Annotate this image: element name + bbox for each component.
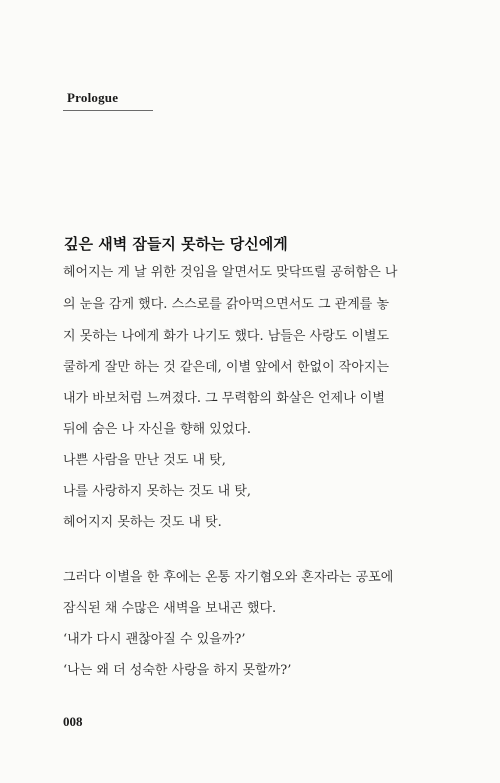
body-line: 뒤에 숨은 나 자신을 향해 있었다. (63, 422, 252, 437)
section-label: Prologue (67, 90, 119, 105)
body-line: 잠식된 채 수많은 새벽을 보내곤 했다. (63, 601, 277, 616)
body-line: 나쁜 사람을 만난 것도 내 탓, (63, 453, 226, 468)
chapter-title: 깊은 새벽 잠들지 못하는 당신에게 (64, 235, 288, 253)
page-number: 008 (63, 714, 83, 729)
body-line: 헤어지지 못하는 것도 내 탓. (63, 515, 222, 530)
body-line: 그러다 이별을 한 후에는 온통 자기혐오와 혼자라는 공포에 (63, 570, 394, 585)
body-line: 내가 바보처럼 느껴졌다. 그 무력함의 화살은 언제나 이별 (63, 391, 385, 406)
body-line: ‘나는 왜 더 성숙한 사랑을 하지 못할까?’ (63, 663, 292, 678)
body-line: 지 못하는 나에게 화가 나기도 했다. 남들은 사랑도 이별도 (63, 329, 390, 344)
body-line: 헤어지는 게 날 위한 것임을 알면서도 맞닥뜨릴 공허함은 나 (63, 265, 398, 280)
body-line: 나를 사랑하지 못하는 것도 내 탓, (63, 484, 252, 499)
body-line: ‘내가 다시 괜찮아질 수 있을까?’ (63, 632, 246, 647)
body-line: 의 눈을 감게 했다. 스스로를 갉아먹으면서도 그 관계를 놓 (63, 297, 390, 312)
section-divider (63, 110, 153, 111)
body-line: 쿨하게 잘만 하는 것 같은데, 이별 앞에서 한없이 작아지는 (63, 360, 390, 375)
